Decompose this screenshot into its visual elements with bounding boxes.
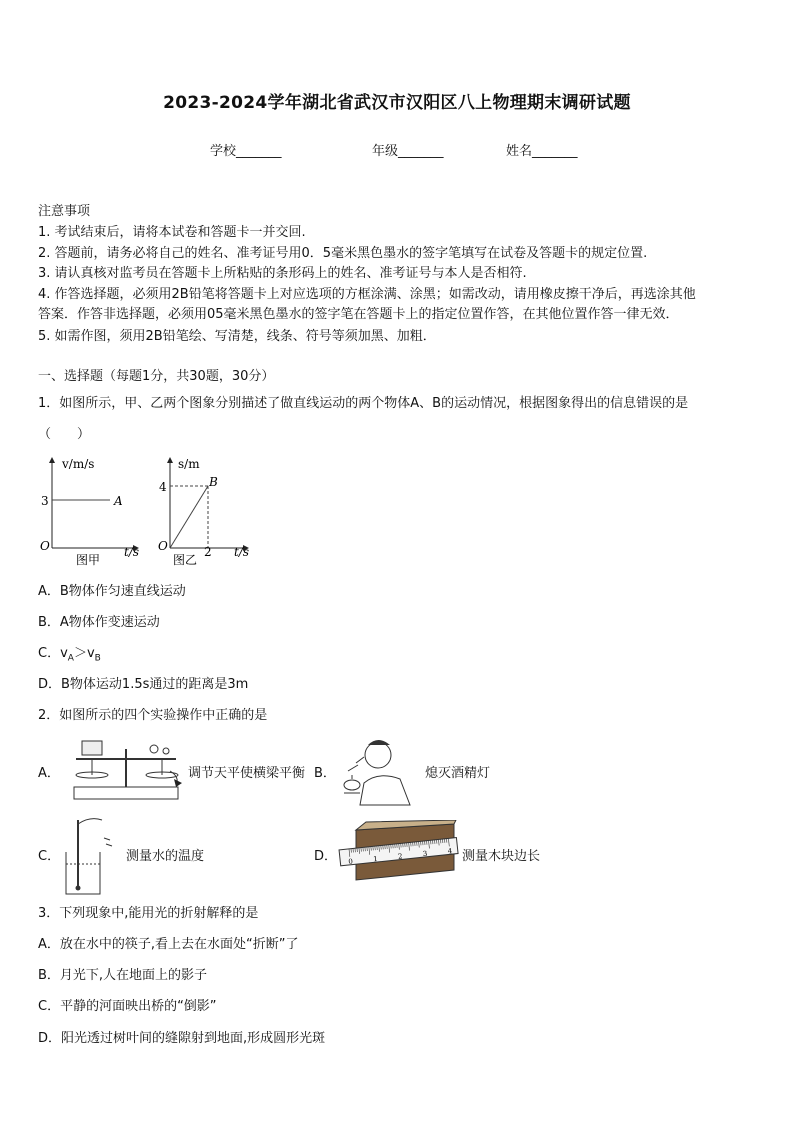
- q1-option-b: B．A物体作变速运动: [38, 615, 160, 630]
- yi-ylabel: s/m: [178, 457, 200, 471]
- q2-c-text: 测量水的温度: [126, 849, 205, 864]
- section-heading: 一、选择题（每题1分，共30题，30分）: [38, 369, 275, 384]
- page-title: 2023-2024学年湖北省武汉市汉阳区八上物理期末调研试题: [163, 93, 631, 113]
- q1-c-prefix: C．v: [38, 646, 68, 661]
- q2-d-label: D．: [314, 849, 338, 864]
- grade-field: 年级_______: [372, 144, 444, 159]
- yi-series-b: B: [209, 475, 218, 489]
- q2-c-label: C．: [38, 849, 61, 864]
- q2-b-label: B．: [314, 766, 336, 781]
- figure-yi: [156, 452, 256, 570]
- notice-heading: 注意事项: [38, 204, 91, 219]
- notice-item-4: 4. 作答选择题，必须用2B铅笔将答题卡上对应选项的方框涂满、涂黑；如需改动，请用橡皮擦干净后，再选涂其他: [38, 287, 696, 302]
- jia-ylabel: v/m/s: [62, 457, 95, 471]
- q1-option-a: A．B物体作匀速直线运动: [38, 584, 186, 599]
- q1-option-d: D．B物体运动1.5s通过的距离是3m: [38, 677, 249, 692]
- person-blowing-lamp-image: [334, 735, 424, 807]
- school-field: 学校_______: [210, 144, 282, 159]
- q3-option-b: B．月光下,人在地面上的影子: [38, 968, 208, 983]
- q1-option-c: [38, 645, 101, 668]
- yi-xlabel: t/s: [234, 545, 250, 559]
- jia-origin: O: [40, 539, 50, 553]
- notice-item-2: 2. 答题前，请务必将自己的姓名、准考证号用0．5毫米黑色墨水的签字笔填写在试卷及答题卡的规定位置.: [38, 246, 648, 261]
- yi-y4: 4: [159, 480, 167, 494]
- yi-origin: O: [158, 539, 168, 553]
- ruler-tick-label: 4: [447, 847, 453, 856]
- q3-option-d: D．阳光透过树叶间的缝隙射到地面,形成圆形光斑: [38, 1031, 326, 1046]
- q1-stem: 1．如图所示，甲、乙两个图象分别描述了做直线运动的两个物体A、B的运动情况，根据图象得出的信息错误的是: [38, 396, 689, 411]
- q2-stem: 2．如图所示的四个实验操作中正确的是: [38, 708, 268, 723]
- q2-d-text: 测量木块边长: [462, 849, 541, 864]
- q1-c-sub-a: A: [67, 653, 74, 664]
- yi-caption: 图乙: [173, 553, 198, 567]
- ruler-tick-label: 0: [347, 857, 354, 866]
- jia-caption: 图甲: [76, 553, 101, 567]
- figure-jia: [38, 452, 148, 570]
- line-b: [170, 486, 208, 548]
- jia-y3: 3: [41, 494, 49, 508]
- ruler-tick-label: 3: [422, 849, 428, 859]
- jia-xlabel: t/s: [124, 545, 140, 559]
- yi-x2: 2: [204, 545, 212, 559]
- notice-item-3: 3. 请认真核对监考员在答题卡上所粘贴的条形码上的姓名、准考证号与本人是否相符.: [38, 266, 527, 281]
- q1-paren: （ ）: [38, 427, 91, 442]
- notice-item-4-cont: 答案．作答非选择题，必须用05毫米黑色墨水的签字笔在答题卡上的指定位置作答，在其他位置作答一律无效．: [38, 307, 679, 322]
- q1-c-sub-b: B: [94, 653, 101, 664]
- ruler-tick-label: 2: [397, 852, 403, 861]
- balance-image: [66, 735, 186, 803]
- q1-c-mid: ＞v: [73, 646, 95, 661]
- q2-b-text: 熄灭酒精灯: [425, 766, 491, 781]
- q3-option-c: C．平静的河面映出桥的“倒影”: [38, 999, 217, 1014]
- ruler-tick-label: 1: [372, 854, 379, 864]
- q3-stem: 3．下列现象中,能用光的折射解释的是: [38, 906, 259, 921]
- notice-item-1: 1. 考试结束后，请将本试卷和答题卡一并交回.: [38, 225, 306, 240]
- q3-option-a: A．放在水中的筷子,看上去在水面处“折断”了: [38, 937, 299, 952]
- notice-item-5: 5. 如需作图，须用2B铅笔绘、写清楚，线条、符号等须加黑、加粗．: [38, 329, 436, 344]
- q2-a-label: A．: [38, 766, 60, 781]
- name-field: 姓名_______: [506, 144, 578, 159]
- jia-series-a: A: [114, 494, 123, 508]
- q2-a-text: 调节天平使横梁平衡: [188, 766, 306, 781]
- thermometer-beaker-image: [60, 812, 124, 898]
- ruler-block-image: [336, 820, 462, 886]
